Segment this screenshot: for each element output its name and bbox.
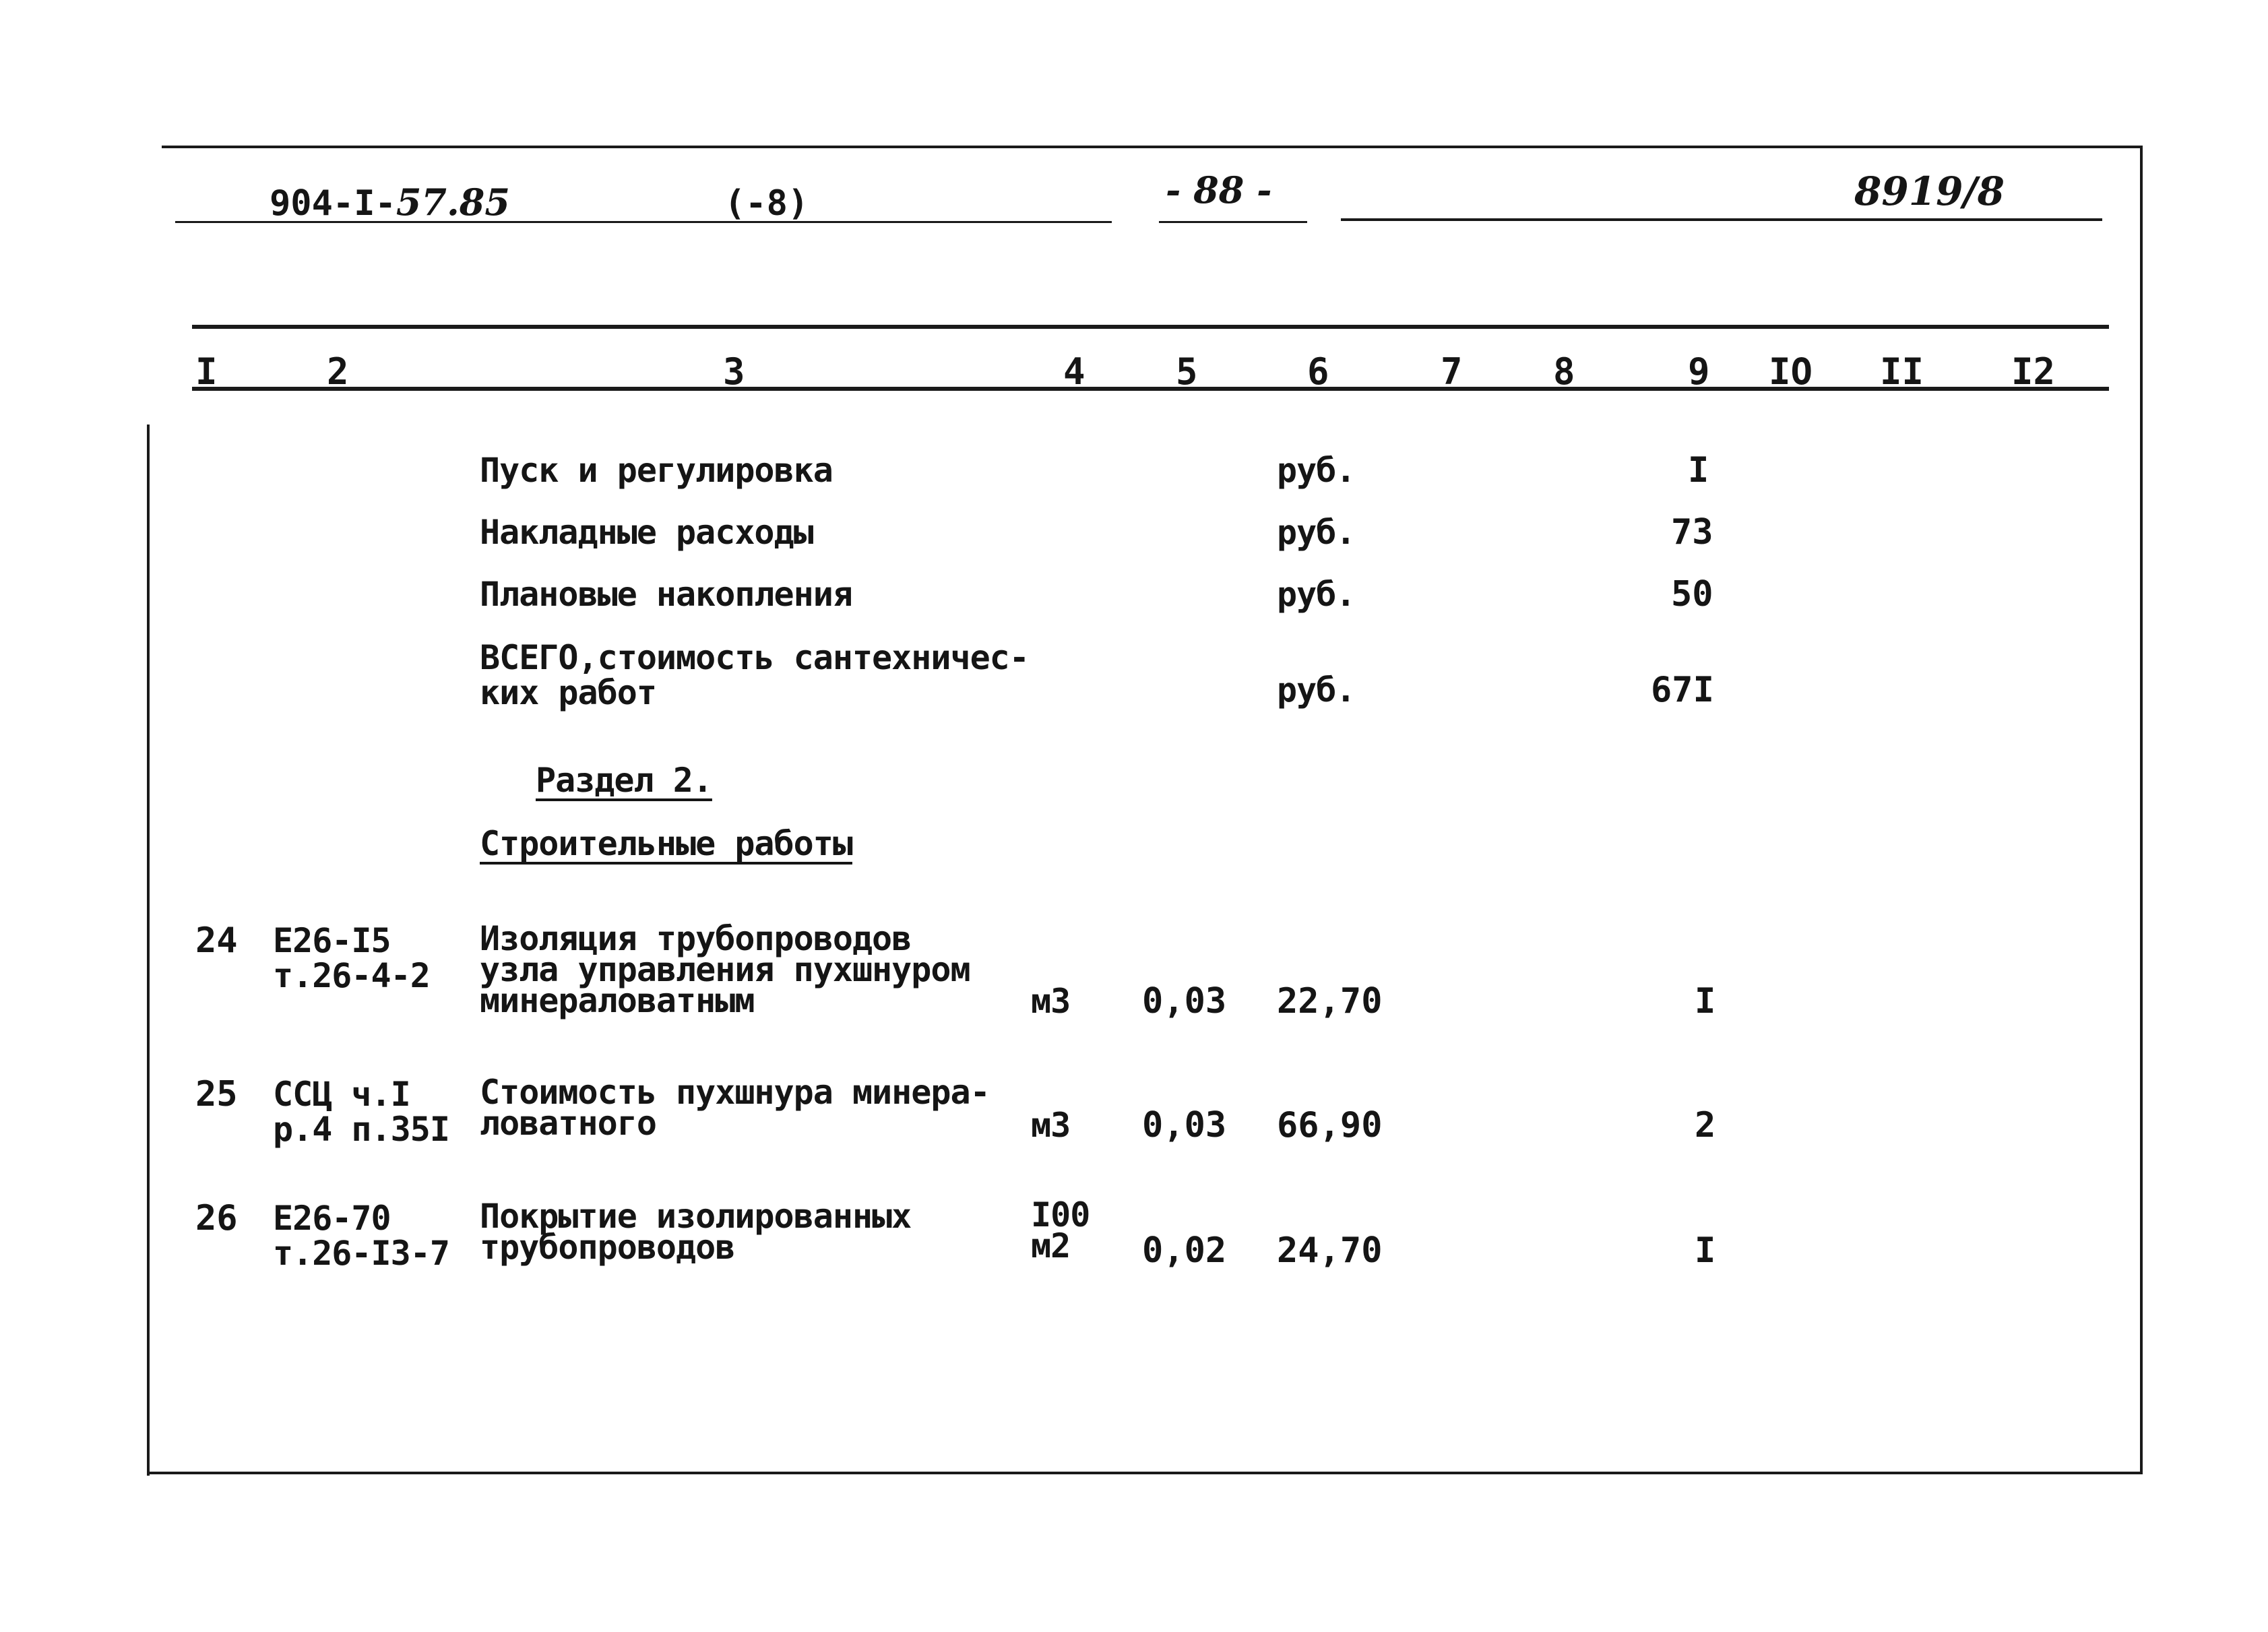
table-header-top-rule <box>192 325 2109 329</box>
col-number-1: I <box>195 350 218 393</box>
col-number-3: 3 <box>723 350 745 393</box>
item-code: Е26-I5 т.26-4-2 <box>273 921 430 995</box>
summary-row-unit: руб. <box>1277 575 1356 614</box>
summary-row-value: 73 <box>1671 512 1713 553</box>
summary-row-value: 67I <box>1651 670 1714 710</box>
col-number-4: 4 <box>1063 350 1085 393</box>
col-number-5: 5 <box>1176 350 1198 393</box>
col-number-7: 7 <box>1441 350 1463 393</box>
summary-row-value: 50 <box>1671 574 1713 615</box>
item-number: 24 <box>195 920 238 961</box>
document-code-handwritten: 57.85 <box>396 181 510 224</box>
item-price: 22,70 <box>1277 981 1383 1022</box>
item-quantity: 0,03 <box>1142 981 1227 1022</box>
item-quantity: 0,03 <box>1142 1105 1227 1145</box>
item-unit: м3 <box>1031 1106 1071 1145</box>
item-code: Е26-70 т.26-I3-7 <box>273 1199 449 1273</box>
item-price: 66,90 <box>1277 1105 1383 1145</box>
item-unit: м3 <box>1031 982 1071 1021</box>
frame-bottom-line <box>147 1472 2143 1474</box>
item-name: Стоимость пухшнура минера- ловатного <box>480 1073 990 1143</box>
col-number-10: IO <box>1769 350 1813 393</box>
col-number-12: I2 <box>2011 350 2056 393</box>
col-number-8: 8 <box>1553 350 1575 393</box>
item-price: 24,70 <box>1277 1230 1383 1271</box>
document-code-printed: 904-I- <box>270 183 396 224</box>
summary-row-unit: руб. <box>1277 670 1356 710</box>
section-title: Раздел 2. <box>536 761 712 800</box>
summary-row-name: Плановые накопления <box>480 575 852 614</box>
summary-row-name: ВСЕГО,стоимость сантехничес- ких работ <box>480 638 1029 712</box>
item-code: ССЦ ч.I р.4 п.35I <box>273 1075 449 1149</box>
frame-right-line <box>2140 146 2143 1473</box>
item-name: Покрытие изолированных трубопроводов <box>480 1197 912 1267</box>
section-subtitle: Строительные работы <box>480 824 852 863</box>
header-line-mid <box>1159 221 1307 223</box>
summary-row-value: I <box>1688 450 1709 491</box>
item-number: 25 <box>195 1074 238 1115</box>
item-number: 26 <box>195 1198 238 1238</box>
document-code <box>270 181 510 224</box>
summary-row-unit: руб. <box>1277 451 1356 490</box>
page-number: - 88 - <box>1166 168 1272 212</box>
col-number-9: 9 <box>1688 350 1710 393</box>
summary-row-name: Накладные расходы <box>480 513 813 552</box>
item-col9-value: 2 <box>1695 1105 1716 1145</box>
summary-row-unit: руб. <box>1277 513 1356 552</box>
col-number-11: II <box>1880 350 1924 393</box>
item-col9-value: I <box>1695 1230 1716 1271</box>
col-number-6: 6 <box>1307 350 1329 393</box>
table-header-bottom-rule <box>192 387 2109 391</box>
summary-row-name: Пуск и регулировка <box>480 451 833 490</box>
header-line-right <box>1341 218 2102 221</box>
item-name: Изоляция трубопроводов узла управления пухшнуром минераловатным <box>480 919 970 1020</box>
archive-number: 8919/8 <box>1854 168 2005 214</box>
item-col9-value: I <box>1695 981 1716 1022</box>
frame-left-line <box>147 425 150 1476</box>
sheet-reference: (-8) <box>724 183 809 224</box>
col-number-2: 2 <box>327 350 349 393</box>
item-quantity: 0,02 <box>1142 1230 1227 1271</box>
frame-top-line <box>162 146 2143 148</box>
item-unit: I00 м2 <box>1031 1195 1090 1265</box>
